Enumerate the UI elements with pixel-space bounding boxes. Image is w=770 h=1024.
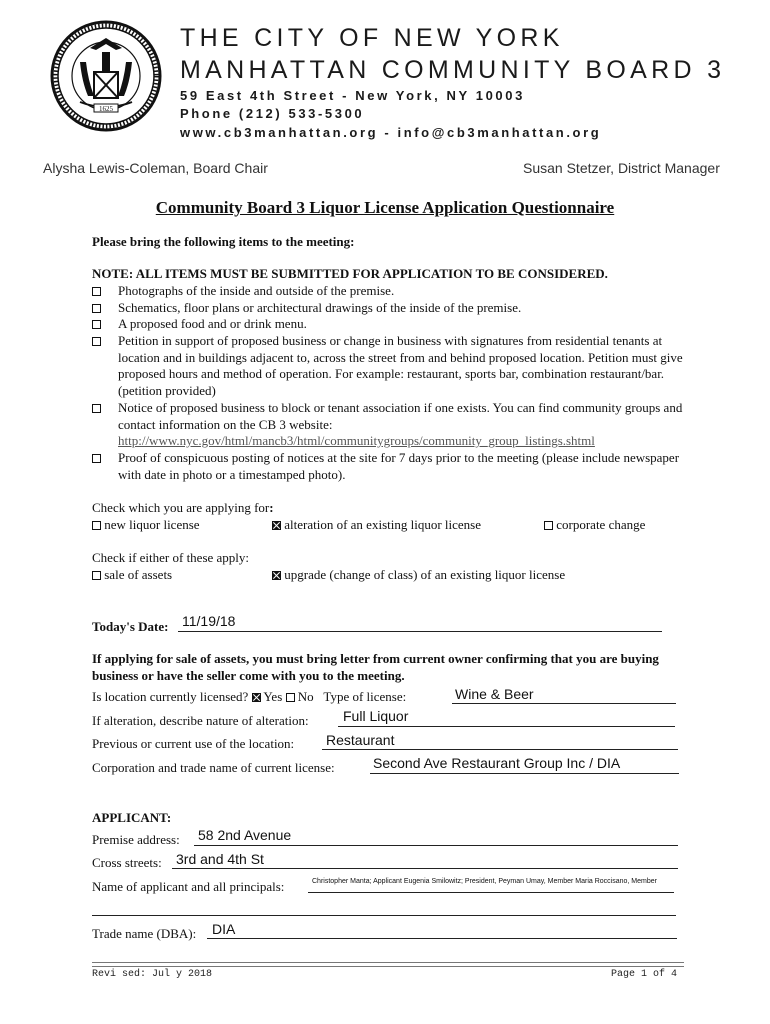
licensed-no-checkbox[interactable] bbox=[286, 693, 295, 702]
date-field[interactable]: 11/19/18 bbox=[182, 613, 236, 629]
alteration-checkbox[interactable] bbox=[272, 521, 281, 530]
corporation-field[interactable]: Second Ave Restaurant Group Inc / DIA bbox=[373, 755, 621, 771]
applicant-heading: APPLICANT: bbox=[92, 810, 172, 825]
premise-underline bbox=[194, 845, 678, 846]
premise-field[interactable]: 58 2nd Avenue bbox=[198, 827, 292, 843]
sale-of-assets-note: If applying for sale of assets, you must bring letter from current owner confirming that you are buying business or have the seller come with you to the meeting. bbox=[92, 651, 659, 683]
bring-intro: Please bring the following items to the meeting: bbox=[92, 234, 355, 249]
principals-label: Name of applicant and all principals: bbox=[92, 879, 285, 894]
board-chair: Alysha Lewis-Coleman, Board Chair bbox=[43, 160, 268, 176]
option-upgrade[interactable]: upgrade (change of class) of an existing liquor license bbox=[272, 567, 565, 583]
license-type-underline bbox=[452, 703, 676, 704]
option-new-license[interactable]: new liquor license bbox=[92, 517, 200, 533]
page-number: Page 1 of 4 bbox=[611, 969, 678, 980]
applying-label: Check which you are applying for: bbox=[92, 500, 274, 515]
premise-label: Premise address: bbox=[92, 832, 180, 847]
item-checkbox[interactable] bbox=[92, 320, 101, 329]
board-phone: Phone (212) 533-5300 bbox=[180, 106, 365, 121]
either-label: Check if either of these apply: bbox=[92, 550, 250, 565]
item-checkbox[interactable] bbox=[92, 304, 101, 313]
use-label: Previous or current use of the location: bbox=[92, 736, 295, 751]
page-title: Community Board 3 Liquor License Application Questionnaire bbox=[155, 198, 615, 217]
option-alteration[interactable]: alteration of an existing liquor license bbox=[272, 517, 481, 533]
district-manager: Susan Stetzer, District Manager bbox=[523, 160, 720, 176]
alteration-underline bbox=[338, 726, 675, 727]
principals-field[interactable]: Christopher Manta; Applicant Eugenia Smilowitz; President, Peyman Umay, Member Maria Roccisano, Member bbox=[312, 878, 657, 885]
license-type-field[interactable]: Wine & Beer bbox=[455, 686, 534, 702]
item-checkbox[interactable] bbox=[92, 454, 101, 463]
item-checkbox[interactable] bbox=[92, 337, 101, 346]
board-heading: MANHATTAN COMMUNITY BOARD 3 bbox=[180, 56, 726, 84]
community-groups-link[interactable]: http://www.nyc.gov/html/mancb3/html/communitygroups/community_group_listings.shtml bbox=[118, 433, 595, 448]
revised-date: Revi sed: Jul y 2018 bbox=[92, 969, 213, 980]
date-label: Today's Date: bbox=[92, 619, 169, 634]
alteration-label: If alteration, describe nature of alteration: bbox=[92, 713, 309, 728]
dba-underline bbox=[207, 938, 677, 939]
new-license-checkbox[interactable] bbox=[92, 521, 101, 530]
submit-note: NOTE: ALL ITEMS MUST BE SUBMITTED FOR APPLICATION TO BE CONSIDERED. bbox=[92, 266, 608, 281]
principals-underline bbox=[308, 892, 674, 893]
corporation-underline bbox=[370, 773, 679, 774]
cross-streets-underline bbox=[172, 868, 678, 869]
city-heading: THE CITY OF NEW YORK bbox=[180, 24, 564, 52]
city-seal-icon bbox=[50, 20, 162, 132]
board-web: www.cb3manhattan.org - info@cb3manhattan.org bbox=[180, 125, 602, 140]
cross-streets-field[interactable]: 3rd and 4th St bbox=[176, 851, 264, 867]
licensed-yes-checkbox[interactable] bbox=[252, 693, 261, 702]
board-address: 59 East 4th Street - New York, NY 10003 bbox=[180, 88, 525, 103]
date-underline bbox=[178, 631, 662, 632]
option-corporate-change[interactable]: corporate change bbox=[544, 517, 645, 533]
dba-label: Trade name (DBA): bbox=[92, 926, 197, 941]
alteration-field[interactable]: Full Liquor bbox=[343, 708, 409, 724]
dba-field[interactable]: DIA bbox=[212, 921, 236, 937]
sale-of-assets-checkbox[interactable] bbox=[92, 571, 101, 580]
svg-text:1625: 1625 bbox=[99, 105, 113, 113]
use-field[interactable]: Restaurant bbox=[326, 732, 395, 748]
cross-streets-label: Cross streets: bbox=[92, 855, 162, 870]
footer-rule bbox=[92, 962, 684, 967]
principals-underline-2 bbox=[92, 915, 676, 916]
upgrade-checkbox[interactable] bbox=[272, 571, 281, 580]
licensed-row: Is location currently licensed? Yes No Type of license: bbox=[92, 689, 407, 704]
corporation-label: Corporation and trade name of current license: bbox=[92, 760, 335, 775]
option-sale-of-assets[interactable]: sale of assets bbox=[92, 567, 172, 583]
use-underline bbox=[322, 749, 678, 750]
item-checkbox[interactable] bbox=[92, 404, 101, 413]
corporate-change-checkbox[interactable] bbox=[544, 521, 553, 530]
item-checkbox[interactable] bbox=[92, 287, 101, 296]
